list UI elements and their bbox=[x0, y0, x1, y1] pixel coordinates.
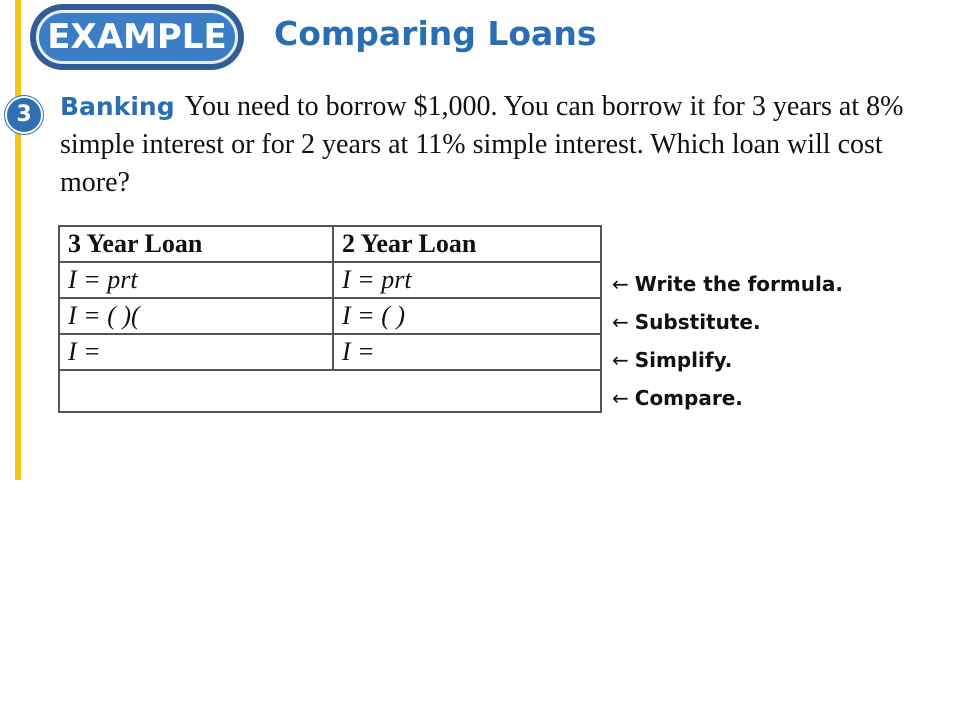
margin-rule bbox=[15, 0, 21, 480]
step-label: Compare. bbox=[634, 386, 743, 410]
problem-text: You need to borrow $1,000. You can borrow it for 3 years at 8% simple interest or for 2 years at 11% simple interest. Which loan will cost more? bbox=[60, 91, 904, 198]
badge-label: EXAMPLE bbox=[47, 17, 227, 57]
table-row bbox=[59, 334, 601, 370]
step-label: Simplify. bbox=[634, 348, 733, 372]
step-notes bbox=[612, 265, 843, 417]
formula-cell-2yr: I = prt bbox=[333, 262, 601, 298]
lesson-title: Comparing Loans bbox=[274, 14, 597, 53]
left-arrow-icon: ← bbox=[612, 272, 629, 296]
step-note bbox=[612, 379, 843, 417]
header-3-year-loan: 3 Year Loan bbox=[59, 226, 333, 262]
problem-label: Banking bbox=[60, 92, 175, 121]
simplify-cell-2yr: I = bbox=[333, 334, 601, 370]
step-label: Substitute. bbox=[634, 310, 761, 334]
step-note bbox=[612, 341, 843, 379]
substitute-cell-3yr: I = ( )( bbox=[59, 298, 333, 334]
step-label: Write the formula. bbox=[634, 272, 843, 296]
left-arrow-icon: ← bbox=[612, 348, 629, 372]
simplify-cell-3yr: I = bbox=[59, 334, 333, 370]
step-note bbox=[612, 303, 843, 341]
compare-cell bbox=[59, 370, 601, 412]
table-row bbox=[59, 262, 601, 298]
substitute-cell-2yr: I = ( ) bbox=[333, 298, 601, 334]
header-2-year-loan: 2 Year Loan bbox=[333, 226, 601, 262]
table-header-row bbox=[59, 226, 601, 262]
compare-row bbox=[59, 370, 601, 412]
left-arrow-icon: ← bbox=[612, 310, 629, 334]
loan-comparison-table bbox=[58, 225, 602, 413]
formula-cell-3yr: I = prt bbox=[59, 262, 333, 298]
example-badge bbox=[30, 4, 246, 74]
table-row bbox=[59, 298, 601, 334]
step-note bbox=[612, 265, 843, 303]
example-number: 3 bbox=[5, 96, 43, 134]
problem-statement bbox=[60, 88, 950, 202]
left-arrow-icon: ← bbox=[612, 386, 629, 410]
